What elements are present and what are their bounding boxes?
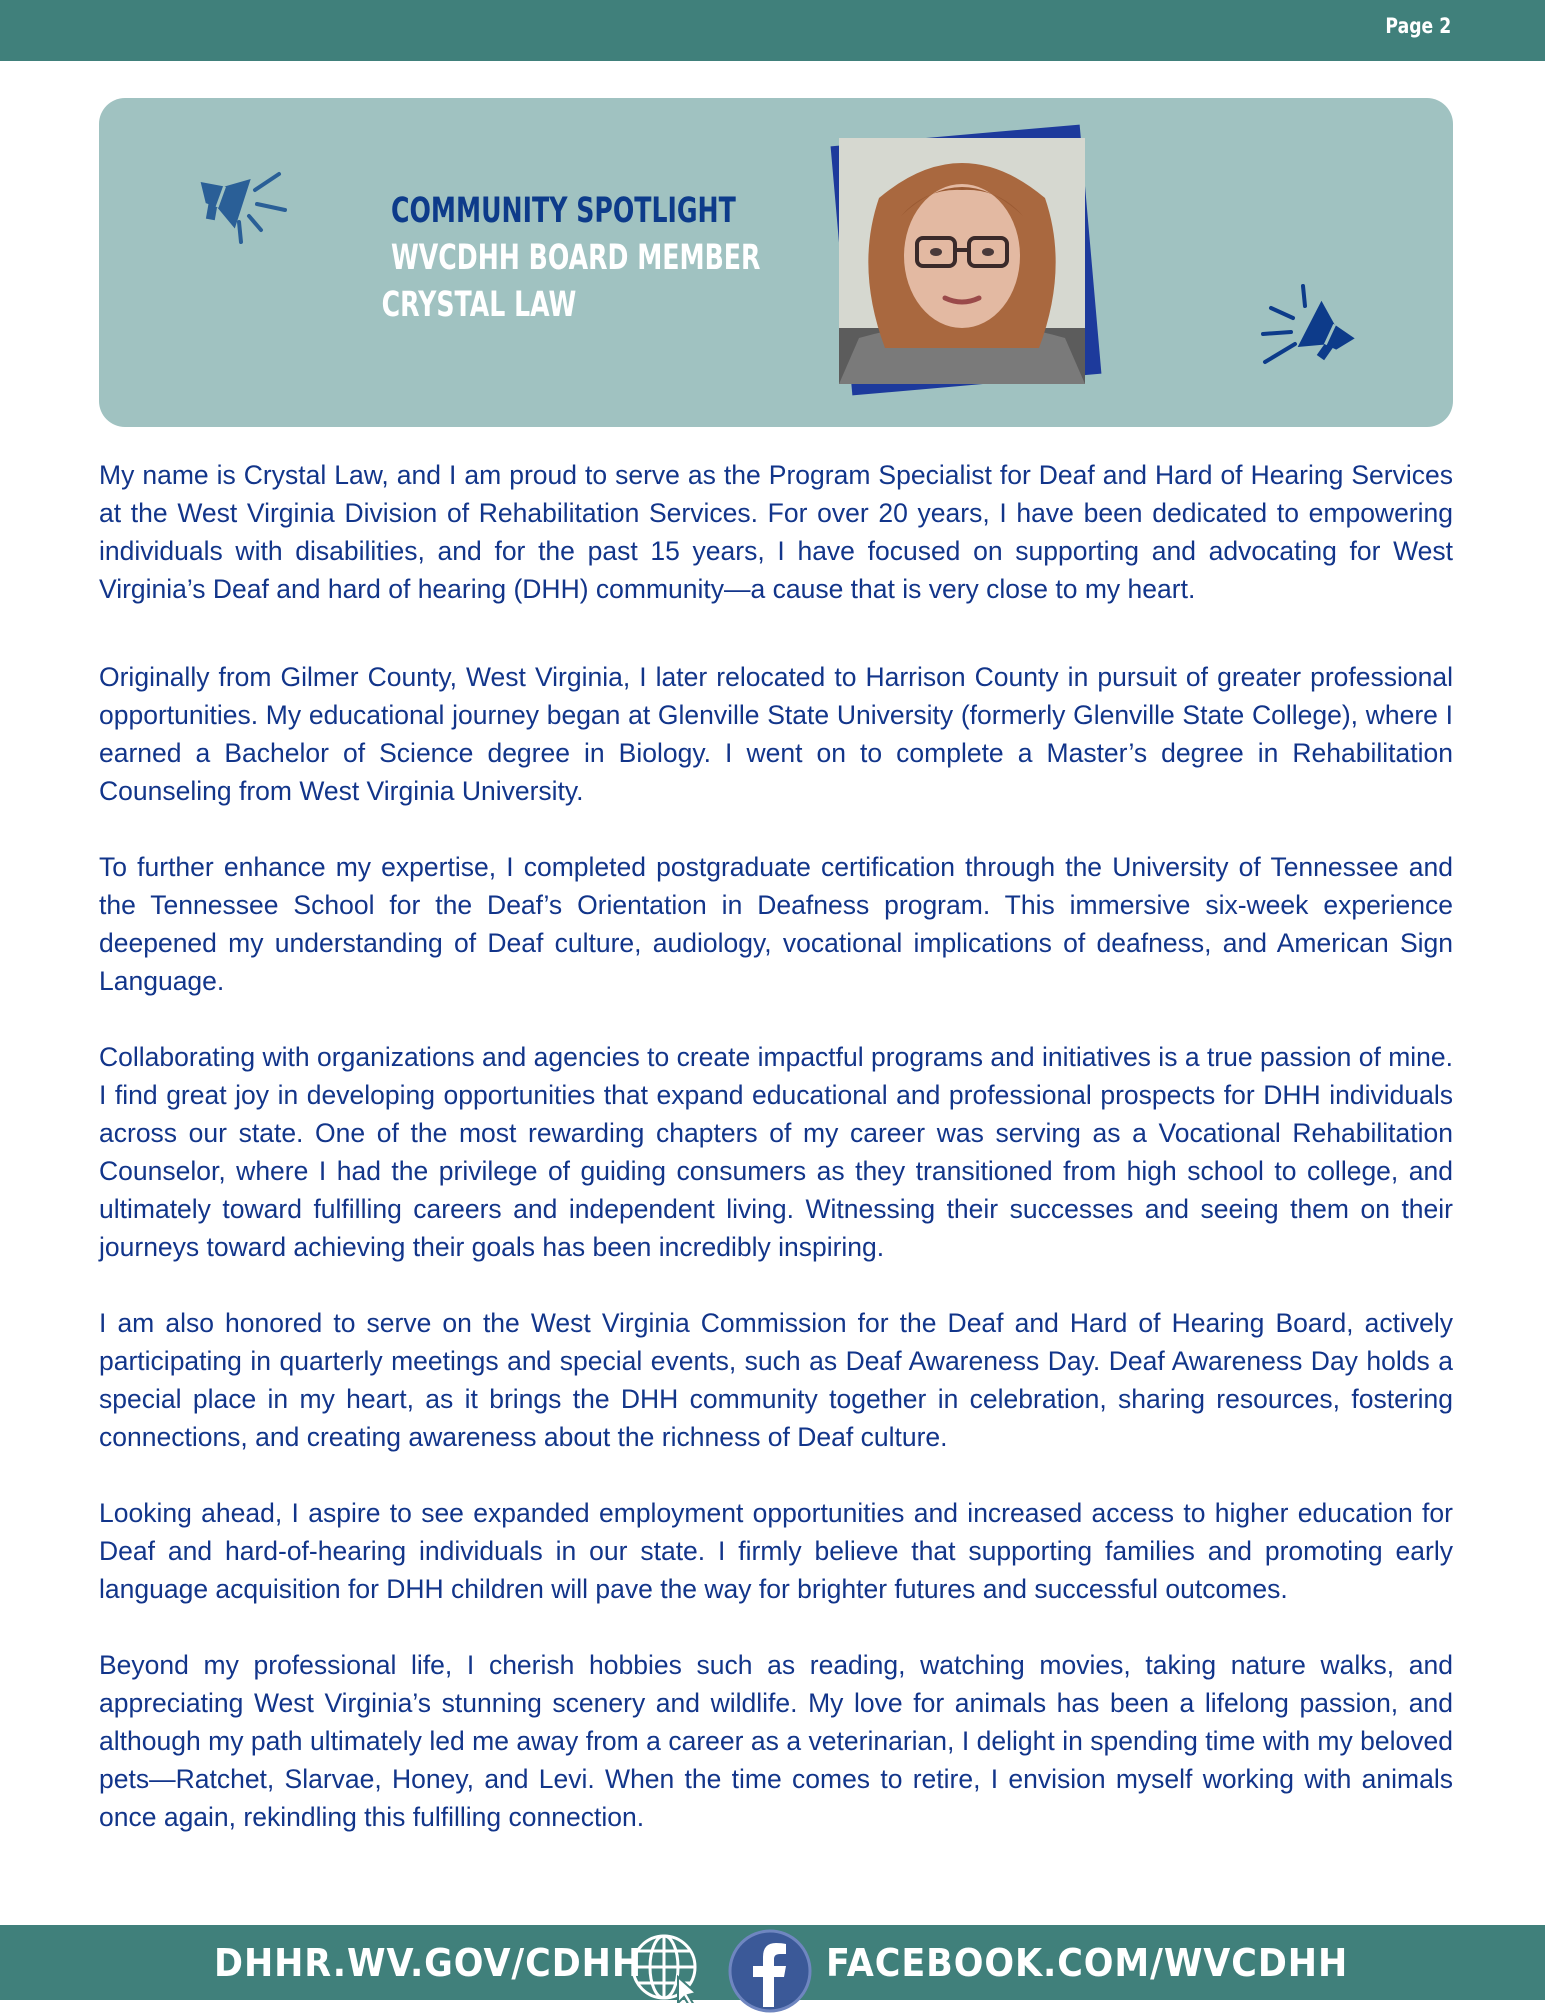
paragraph: Looking ahead, I aspire to see expanded employment opportunities and increased access to higher education for Deaf and hard-of-hearing individuals in our state. I firmly believe that supporting families and promoting early language acquisition for DHH children will pave the way for brighter futures and successful outcomes. [99,1498,1453,1604]
banner-title-line1: COMMUNITY SPOTLIGHT [391,191,736,231]
page-number: Page 2 [1385,14,1451,38]
paragraph: To further enhance my expertise, I completed postgraduate certification through the University of Tennessee and the Tennessee School for the Deaf’s Orientation in Deafness program. This immersive six-week experience deepened my understanding of Deaf culture, audiology, vocational implications of deafness, and American Sign Language. [99,852,1453,996]
banner-title-line3: CRYSTAL LAW [381,285,577,325]
website-link[interactable]: DHHR.WV.GOV/CDHH [214,1941,643,1985]
portrait-photo [821,120,1091,385]
top-bar [0,0,1545,61]
facebook-icon[interactable] [728,1929,812,2013]
paragraph: I am also honored to serve on the West Virginia Commission for the Deaf and Hard of Hearing Board, actively participating in quarterly meetings and special events, such as Deaf Awareness Day. Deaf Awareness Day holds a special place in my heart, as it brings the DHH community together in celebration, sharing resources, fostering connections, and creating awareness about the richness of Deaf culture. [99,1308,1453,1452]
paragraph: Collaborating with organizations and agencies to create impactful programs and initiatives is a true passion of mine. I find great joy in developing opportunities that expand educational and professional prospects for DHH individuals across our state. One of the most rewarding chapters of my career was serving as a Vocational Rehabilitation Counselor, where I had the privilege of guiding consumers as they transitioned from high school to college, and ultimately toward fulfilling careers and independent living. Witnessing their successes and seeing them on their journeys toward achieving their goals has been incredibly inspiring. [99,1042,1453,1262]
banner-title-line2: WVCDHH BOARD MEMBER [391,238,761,278]
megaphone-icon [1257,284,1367,374]
facebook-link[interactable]: FACEBOOK.COM/WVCDHH [826,1941,1349,1985]
paragraph: My name is Crystal Law, and I am proud to serve as the Program Specialist for Deaf and Hard of Hearing Services at the West Virginia Division of Rehabilitation Services. For over 20 years, I have been dedicated to empowering individuals with disabilities, and for the past 15 years, I have focused on supporting and advocating for West Virginia’s Deaf and hard of hearing (DHH) community—a cause that is very close to my heart. [99,460,1453,604]
paragraph: Originally from Gilmer County, West Virginia, I later relocated to Harrison County in pursuit of greater professional opportunities. My educational journey began at Glenville State University (formerly Glenville State College), where I earned a Bachelor of Science degree in Biology. I went on to complete a Master’s degree in Rehabilitation Counseling from West Virginia University. [99,662,1453,806]
paragraph: Beyond my professional life, I cherish hobbies such as reading, watching movies, taking nature walks, and appreciating West Virginia’s stunning scenery and wildlife. My love for animals has been a lifelong passion, and although my path ultimately led me away from a career as a veterinarian, I delight in spending time with my beloved pets—Ratchet, Slarvae, Honey, and Levi. When the time comes to retire, I envision myself working with animals once again, rekindling this fulfilling connection. [99,1650,1453,1832]
spotlight-banner [99,98,1453,427]
footer-bar [0,1925,1545,2000]
megaphone-icon [181,158,291,248]
article-body [99,456,1453,1874]
portrait-image [839,138,1085,384]
banner-titles [349,188,761,329]
globe-icon [630,1931,702,2003]
